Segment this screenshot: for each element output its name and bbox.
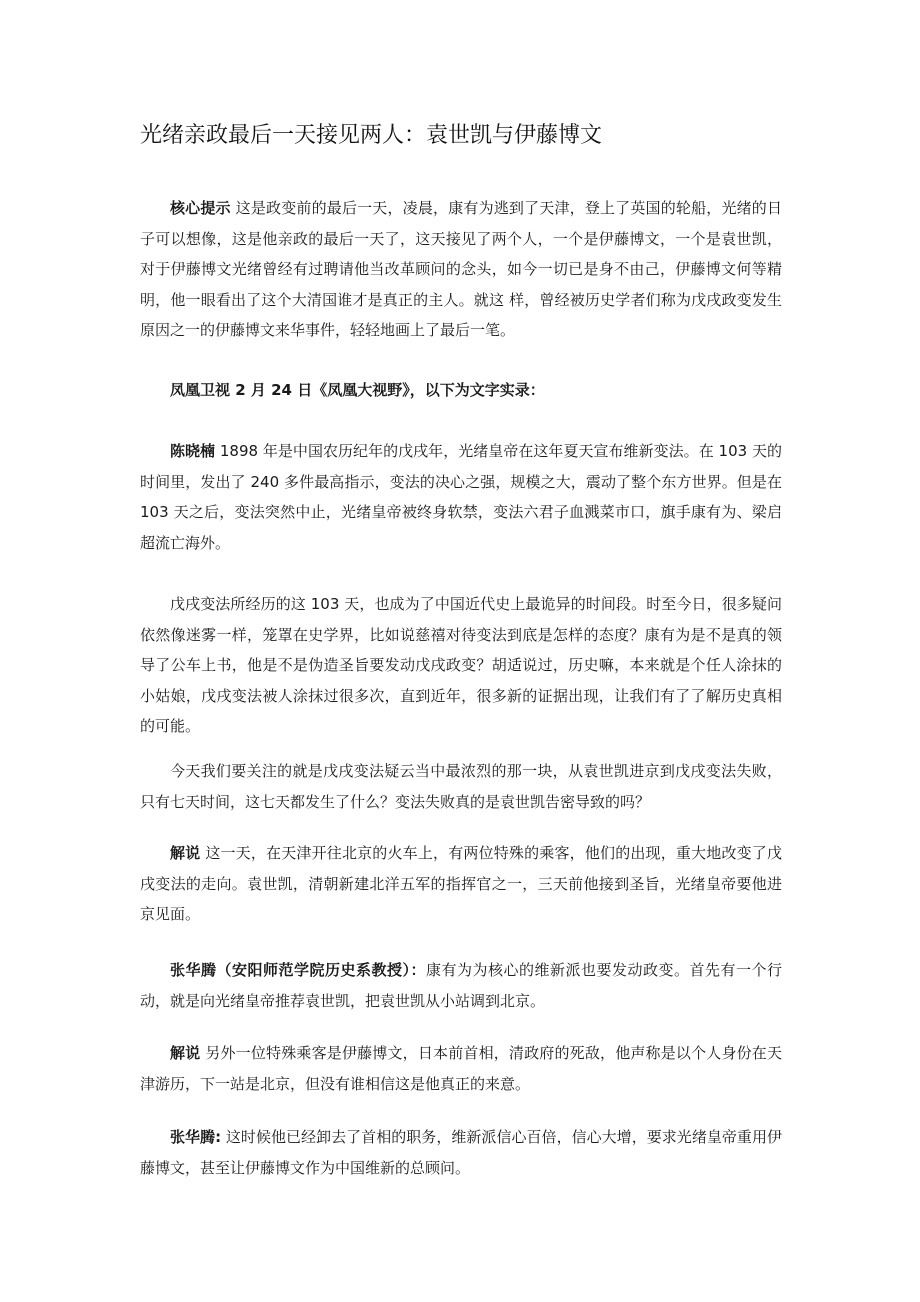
paragraph-103-days [140,589,782,742]
paragraph-text: 戊戌变法所经历的这 103 天，也成为了中国近代史上最诡异的时间段。时至今日，很多疑问依然像迷雾一样，笼罩在史学界，比如说慈禧对待变法到底是怎样的态度？康有为是不是真的领导了公车上书，他是不是伪造圣旨要发动戊戌政变？胡适说过，历史嘛，本来就是个任人涂抹的小姑娘，戊戌变法被人涂抹过很多次，直到近年，很多新的证据出现，让我们有了了解历史真相的可能。 [140,595,782,736]
paragraph-text: 另外一位特殊乘客是伊藤博文，日本前首相，清政府的死敌，他声称是以个人身份在天津游历，下一站是北京，但没有谁相信这是他真正的来意。 [140,1044,782,1093]
paragraph-narration-2 [140,1038,782,1099]
paragraph-label: 解说 [170,844,201,862]
paragraph-text: 今天我们要关注的就是戊戌变法疑云当中最浓烈的那一块，从袁世凯进京到戊戌变法失败，只有七天时间，这七天都发生了什么？变法失败真的是袁世凯告密导致的吗？ [140,762,782,811]
page-title: 光绪亲政最后一天接见两人：袁世凯与伊藤博文 [140,123,603,148]
paragraph-text: 这是政变前的最后一天，凌晨，康有为逃到了天津，登上了英国的轮船，光绪的日子可以想像，这是他亲政的最后一天了，这天接见了两个人，一个是伊藤博文，一个是袁世凯，对于伊藤博文光绪曾经有过聘请他当改革顾问的念头，如今一切已是身不由己，伊藤博文何等精明，他一眼看出了这个大清国谁才是真正的主人。就这 样，曾经被历史学者们称为戊戌政变发生原因之一的伊藤博文来华事件，轻轻地画上了最后一笔。 [140,199,782,340]
paragraph-label: 张华腾: [170,1128,222,1146]
paragraph-label: 陈晓楠 [170,442,216,460]
paragraph-text: 1898 年是中国农历纪年的戊戌年，光绪皇帝在这年夏天宣布维新变法。在 103 天的时间里，发出了 240 多件最高指示，变法的决心之强，规模之大，震动了整个东方世界。但是在 103 天之后，变法突然中止，光绪皇帝被终身软禁，变法六君子血溅菜市口，旗手康有为、梁启超流亡海外。 [140,442,782,552]
paragraph-zhang-huateng-2 [140,1122,782,1183]
paragraph-label: 解说 [170,1044,201,1062]
paragraph-label: 张华腾（安阳师范学院历史系教授）： [170,961,426,979]
paragraph-label: 凤凰卫视 2 月 24 日《凤凰大视野》，以下为文字实录： [170,381,545,399]
paragraph-label: 核心提示 [170,199,231,217]
paragraph-chen-xiaonan [140,436,782,558]
paragraph-narration-1 [140,838,782,930]
paragraph-source-line [140,375,782,406]
paragraph-text: 这一天，在天津开往北京的火车上，有两位特殊的乘客，他们的出现，重大地改变了戊戌变法的走向。袁世凯，清朝新建北洋五军的指挥官之一，三天前他接到圣旨，光绪皇帝要他进京见面。 [140,844,782,924]
paragraph-zhang-huateng-1 [140,955,782,1016]
paragraph-core-hint [140,193,782,346]
paragraph-text: 康有为为核心的维新派也要发动政变。首先有一个行动，就是向光绪皇帝推荐袁世凯，把袁世凯从小站调到北京。 [140,961,782,1010]
paragraph-text: 这时候他已经卸去了首相的职务，维新派信心百倍，信心大增，要求光绪皇帝重用伊藤博文，甚至让伊藤博文作为中国维新的总顾问。 [140,1128,782,1177]
paragraph-today-focus [140,756,782,817]
